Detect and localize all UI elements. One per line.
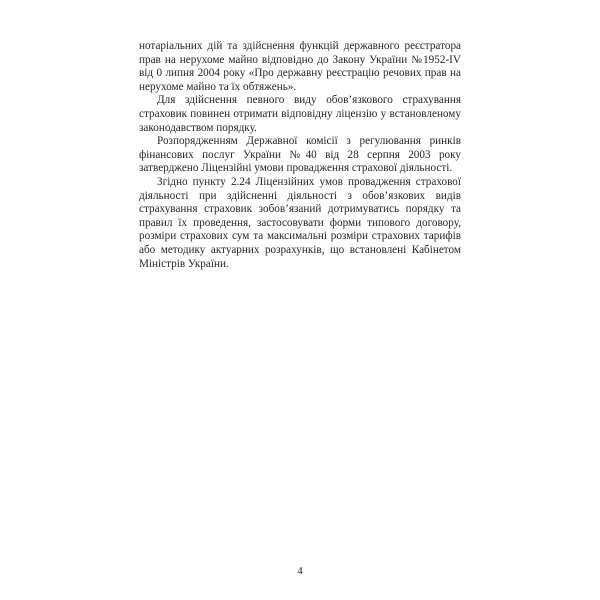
body-text xyxy=(139,40,461,271)
paragraph-3: Розпорядженням Державної комісії з регулювання ринків фінансових послуг України №40 від 28 серпня 2003 року затверджено Ліцензійні умови провадження страхової діяльності. xyxy=(139,135,461,175)
paragraph-2: Для здійснення певного виду обов’язкового страхування страховик повинен отримати відповідну ліцензію у встановленому законодавством порядку. xyxy=(139,94,461,134)
paragraph-1: нотаріальних дій та здійснення функцій державного реєстратора прав на нерухоме майно відповідно до Закону України №1952-IV від 0 липня 2004 року «Про державну реєстрацію речових прав на нерухоме майно та їх обтяжень». xyxy=(139,40,461,93)
paragraph-4: Згідно пункту 2.24 Ліцензійних умов провадження страхової діяльності при здійсненні діяльності з обов’язкових видів страхування страховик зобов’язаний дотримуватись порядку та правил їх проведення, застосовувати форми типового договору, розміри страхових сум та максимальні розміри страхових тарифів або методику актуарних розрахунків, що встановлені Кабінетом Міністрів України. xyxy=(139,175,461,270)
page-number: 4 xyxy=(297,565,303,577)
